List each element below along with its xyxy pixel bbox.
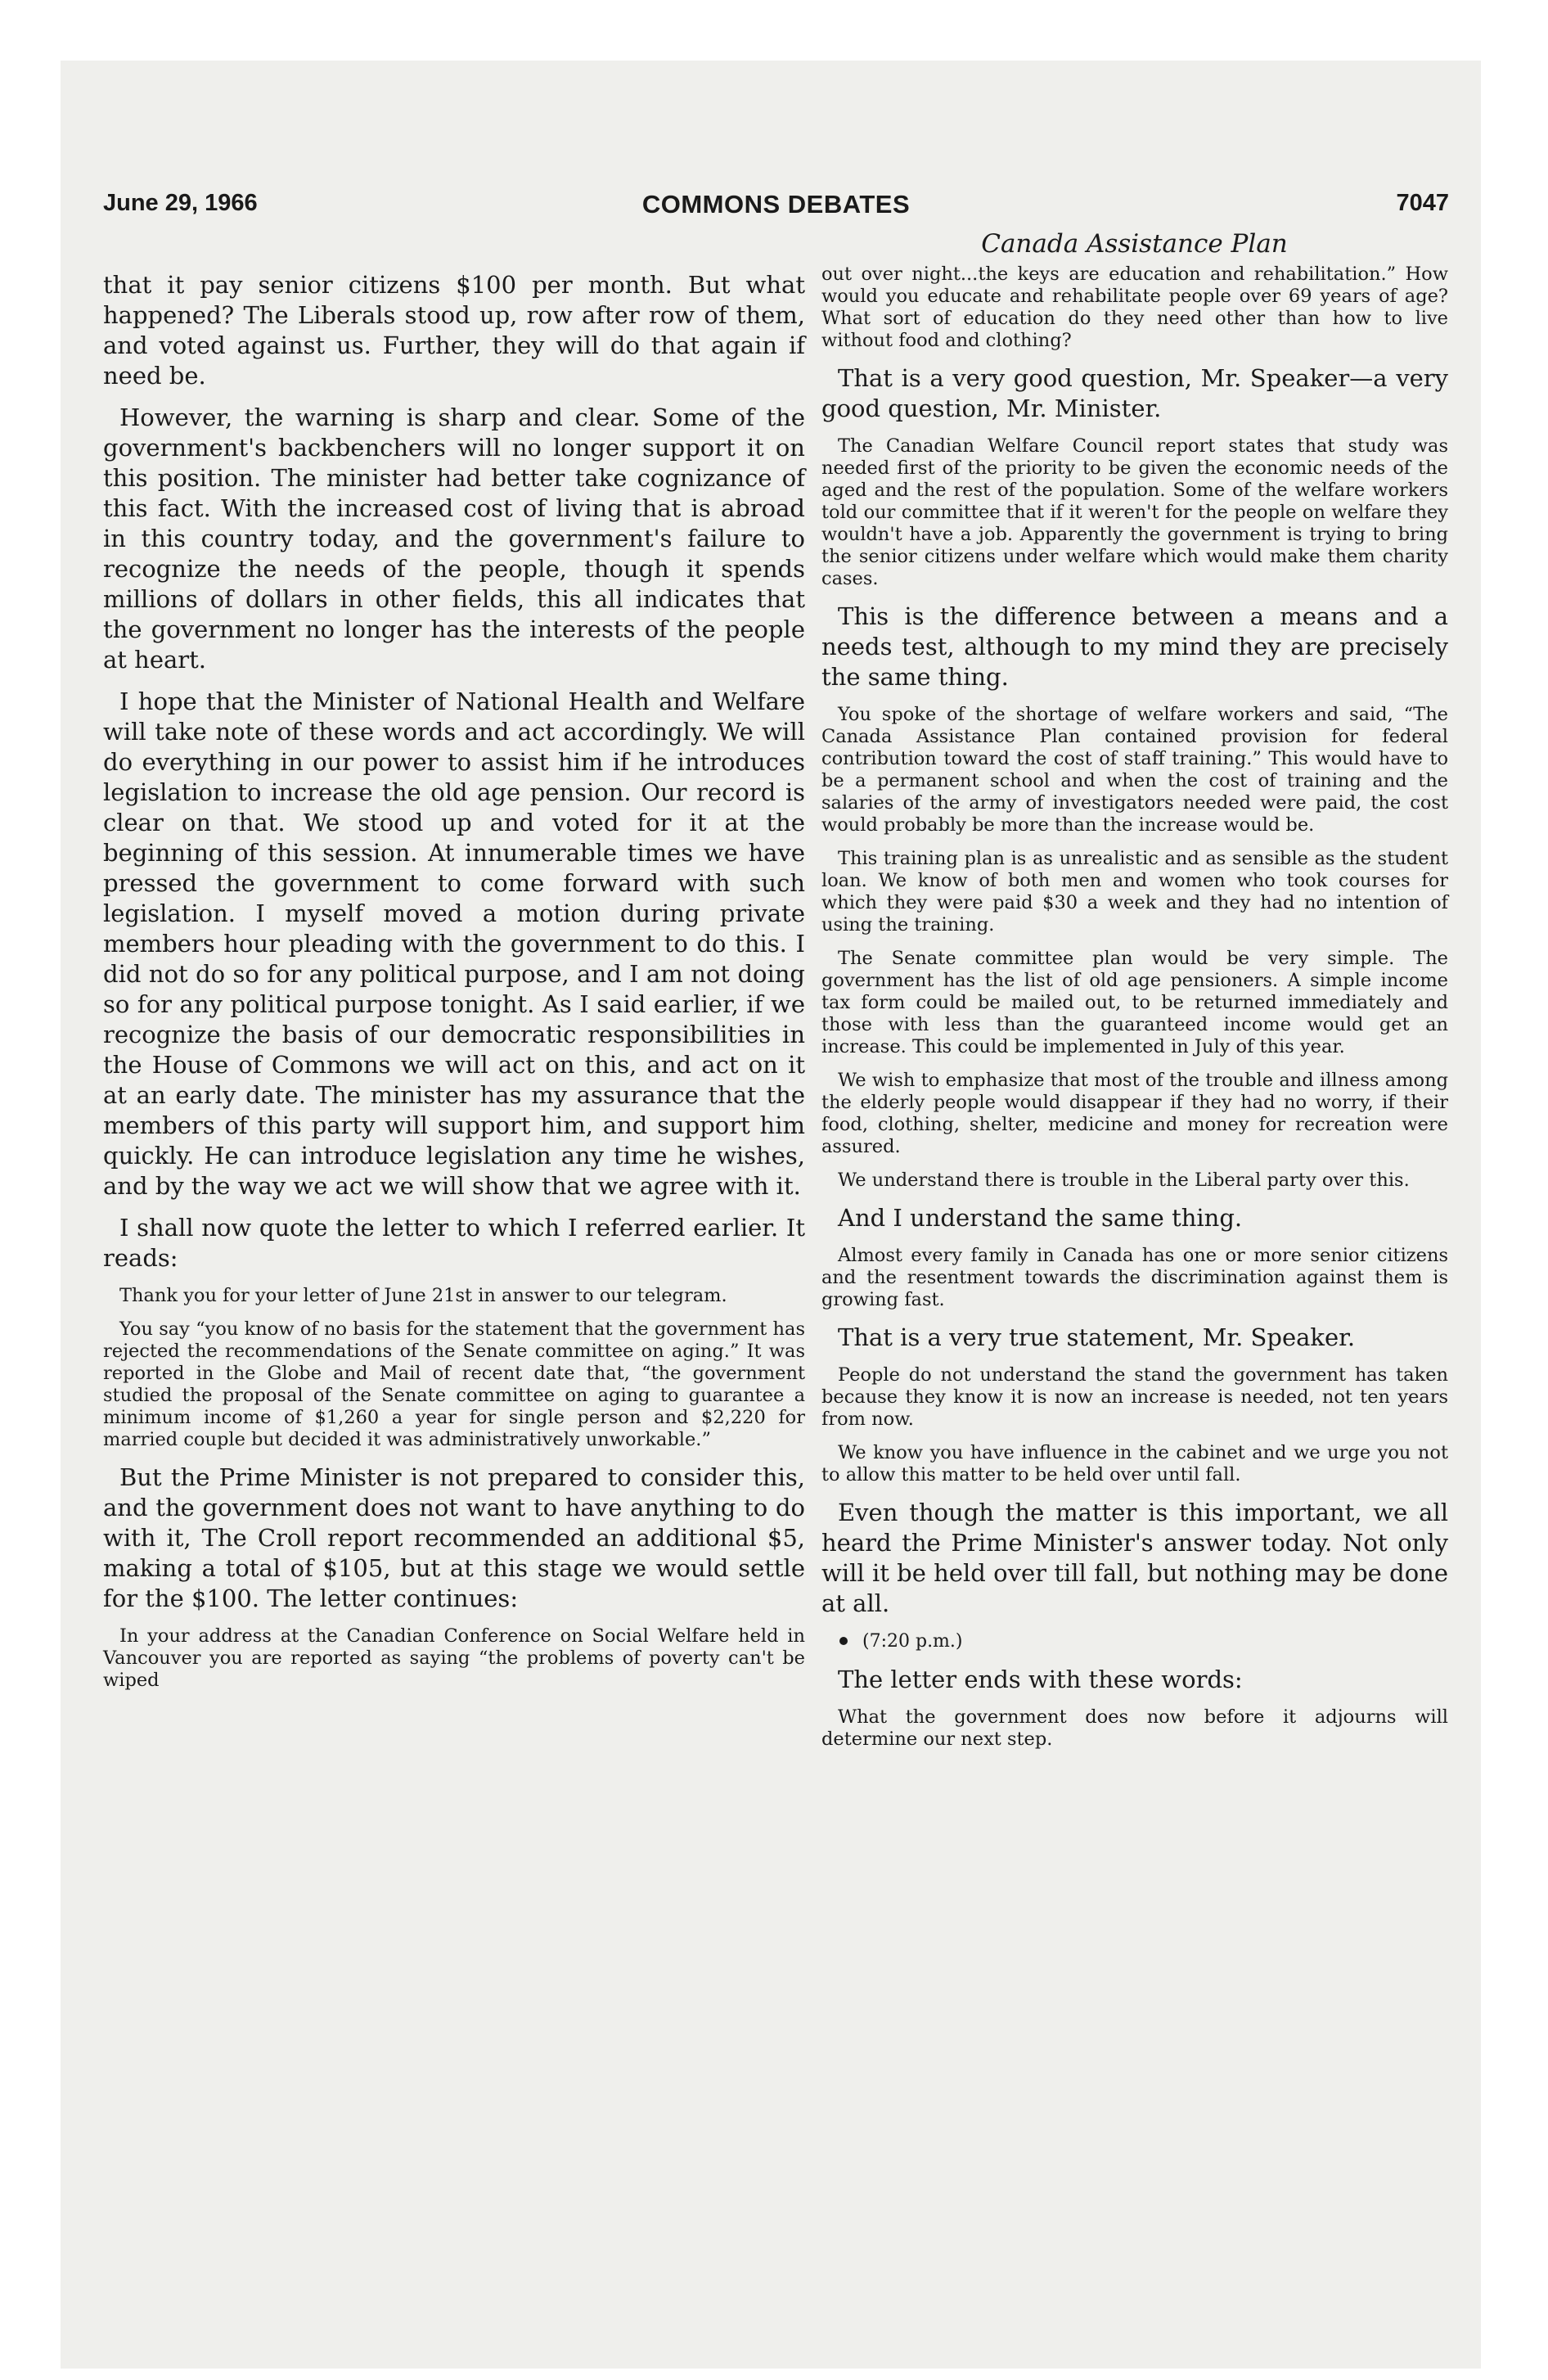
paragraph-text: And I understand the same thing. <box>838 1204 1243 1232</box>
quoted-paragraph <box>821 1245 1448 1311</box>
paragraph-text: out over night...the keys are education and rehabilitation.” How would you educate and rehabilitate people over 69 years of age? What sort of education do they need other than how to live without food and clothing? <box>821 264 1448 351</box>
header-page-number: 7047 <box>1396 190 1449 216</box>
paragraph <box>821 602 1448 692</box>
quoted-paragraph <box>821 948 1448 1058</box>
paragraph <box>821 363 1448 424</box>
paragraph-text: Thank you for your letter of June 21st in answer to our telegram. <box>119 1285 727 1306</box>
paragraph-text: This is the difference between a means and a needs test, although to my mind they are precisely the same thing. <box>821 602 1448 691</box>
paragraph-text: However, the warning is sharp and clear. Some of the government's backbenchers will no longer support it on this position. The minister had better take cognizance of this fact. With the increased cost of living that is abroad in this country today, and the government's failure to recognize the needs of the people, though it spends millions of dollars in other fields, this all indicates that the government no longer has the interests of the people at heart. <box>103 403 805 674</box>
paragraph <box>821 1498 1448 1619</box>
paragraph <box>103 1213 805 1273</box>
paragraph <box>821 1323 1448 1353</box>
time-marker <box>821 1630 1448 1653</box>
paragraph <box>103 1463 805 1614</box>
paragraph <box>821 1203 1448 1233</box>
paragraph-text: We understand there is trouble in the Liberal party over this. <box>838 1170 1410 1191</box>
paragraph-text: (7:20 p.m.) <box>862 1631 963 1652</box>
quoted-paragraph <box>821 1170 1448 1192</box>
paragraph-text: This training plan is as unrealistic and as sensible as the student loan. We know of both men and women who took courses for which they were paid $30 a week and they had no intention of using the training. <box>821 848 1448 935</box>
section-subtitle: Canada Assistance Plan <box>981 229 1288 259</box>
quoted-paragraph <box>821 704 1448 836</box>
quoted-paragraph <box>103 1318 805 1451</box>
header-date: June 29, 1966 <box>103 190 258 216</box>
paragraph-text: The letter ends with these words: <box>838 1666 1243 1693</box>
paragraph <box>103 270 805 391</box>
quoted-paragraph <box>821 264 1448 352</box>
paragraph-text: I shall now quote the letter to which I referred earlier. It reads: <box>103 1214 805 1272</box>
paragraph-text: that it pay senior citizens $100 per month. But what happened? The Liberals stood up, row after row of them, and voted against us. Further, they will do that again if need be. <box>103 271 805 390</box>
paragraph-text: People do not understand the stand the government has taken because they know it is now an increase is needed, not ten years from now. <box>821 1364 1448 1430</box>
quoted-paragraph <box>821 1070 1448 1158</box>
bullet-icon <box>839 1637 848 1645</box>
paragraph-text: In your address at the Canadian Conference on Social Welfare held in Vancouver you are reported as saying “the problems of poverty can't be wiped <box>103 1625 805 1691</box>
paragraph-text: You spoke of the shortage of welfare workers and said, “The Canada Assistance Plan contained provision for federal contribution toward the cost of staff training.” This would have to be a permanent school and when the cost of training and the salaries of the army of investigators needed were paid, the cost would probably be more than the increase would be. <box>821 704 1448 836</box>
quoted-paragraph <box>821 1442 1448 1486</box>
paragraph-text: But the Prime Minister is not prepared to consider this, and the government does not want to have anything to do with it, The Croll report recommended an additional $5, making a total of $105, but at this stage we would settle for the $100. The letter continues: <box>103 1463 805 1612</box>
paragraph-text: The Senate committee plan would be very simple. The government has the list of old age pensioners. A simple income tax form could be mailed out, to be returned immediately and those with less than the guaranteed income would get an increase. This could be implemented in July of this year. <box>821 948 1448 1057</box>
quoted-paragraph <box>821 848 1448 936</box>
paragraph-text: That is a very true statement, Mr. Speaker. <box>838 1323 1356 1351</box>
header-publication: COMMONS DEBATES <box>641 190 911 219</box>
paragraph <box>103 403 805 675</box>
right-column <box>821 264 1448 1762</box>
paragraph-text: What the government does now before it adjourns will determine our next step. <box>821 1706 1448 1750</box>
paragraph <box>821 1665 1448 1695</box>
quoted-paragraph <box>103 1285 805 1307</box>
left-column <box>103 270 805 1703</box>
paragraph-text: We know you have influence in the cabinet and we urge you not to allow this matter to be held over until fall. <box>821 1442 1448 1485</box>
paragraph <box>103 687 805 1201</box>
page-header <box>103 190 1449 231</box>
quoted-paragraph <box>821 1706 1448 1751</box>
paragraph-text: The Canadian Welfare Council report states that study was needed first of the priority to be given the economic needs of the aged and the rest of the population. Some of the welfare workers told our committee that if it weren't for the people on welfare they wouldn't have a job. Apparently the government is trying to bring the senior citizens under welfare which would make them charity cases. <box>821 435 1448 589</box>
quoted-paragraph <box>821 1364 1448 1431</box>
paragraph-text: That is a very good question, Mr. Speaker—a very good question, Mr. Minister. <box>821 364 1448 422</box>
paragraph-text: We wish to emphasize that most of the trouble and illness among the elderly people would disappear if they had no worry, if their food, clothing, shelter, medicine and money for recreation were assured. <box>821 1070 1448 1157</box>
paragraph-text: Almost every family in Canada has one or more senior citizens and the resentment towards the discrimination against them is growing fast. <box>821 1245 1448 1310</box>
quoted-paragraph <box>103 1625 805 1692</box>
paragraph-text: I hope that the Minister of National Health and Welfare will take note of these words and act accordingly. We will do everything in our power to assist him if he introduces legislation to increase the old age pension. Our record is clear on that. We stood up and voted for it at the beginning of this session. At innumerable times we have pressed the government to come forward with such legislation. I myself moved a motion during private members hour pleading with the government to do this. I did not do so for any political purpose, and I am not doing so for any political purpose tonight. As I said earlier, if we recognize the basis of our democratic responsibilities in the House of Commons we will act on this, and act on it at an early date. The minister has my assurance that the members of this party will support him, and support him quickly. He can introduce legislation any time he wishes, and by the way we act we will show that we agree with it. <box>103 687 805 1200</box>
paragraph-text: You say “you know of no basis for the statement that the government has rejected the recommendations of the Senate committee on aging.” It was reported in the Globe and Mail of recent date that, “the government studied the proposal of the Senate committee on aging to guarantee a minimum income of $1,260 a year for single person and $2,220 for married couple but decided it was administratively unworkable.” <box>103 1318 805 1450</box>
paragraph-text: Even though the matter is this important, we all heard the Prime Minister's answer today. Not only will it be held over till fall, but nothing may be done at all. <box>821 1499 1448 1617</box>
quoted-paragraph <box>821 435 1448 590</box>
